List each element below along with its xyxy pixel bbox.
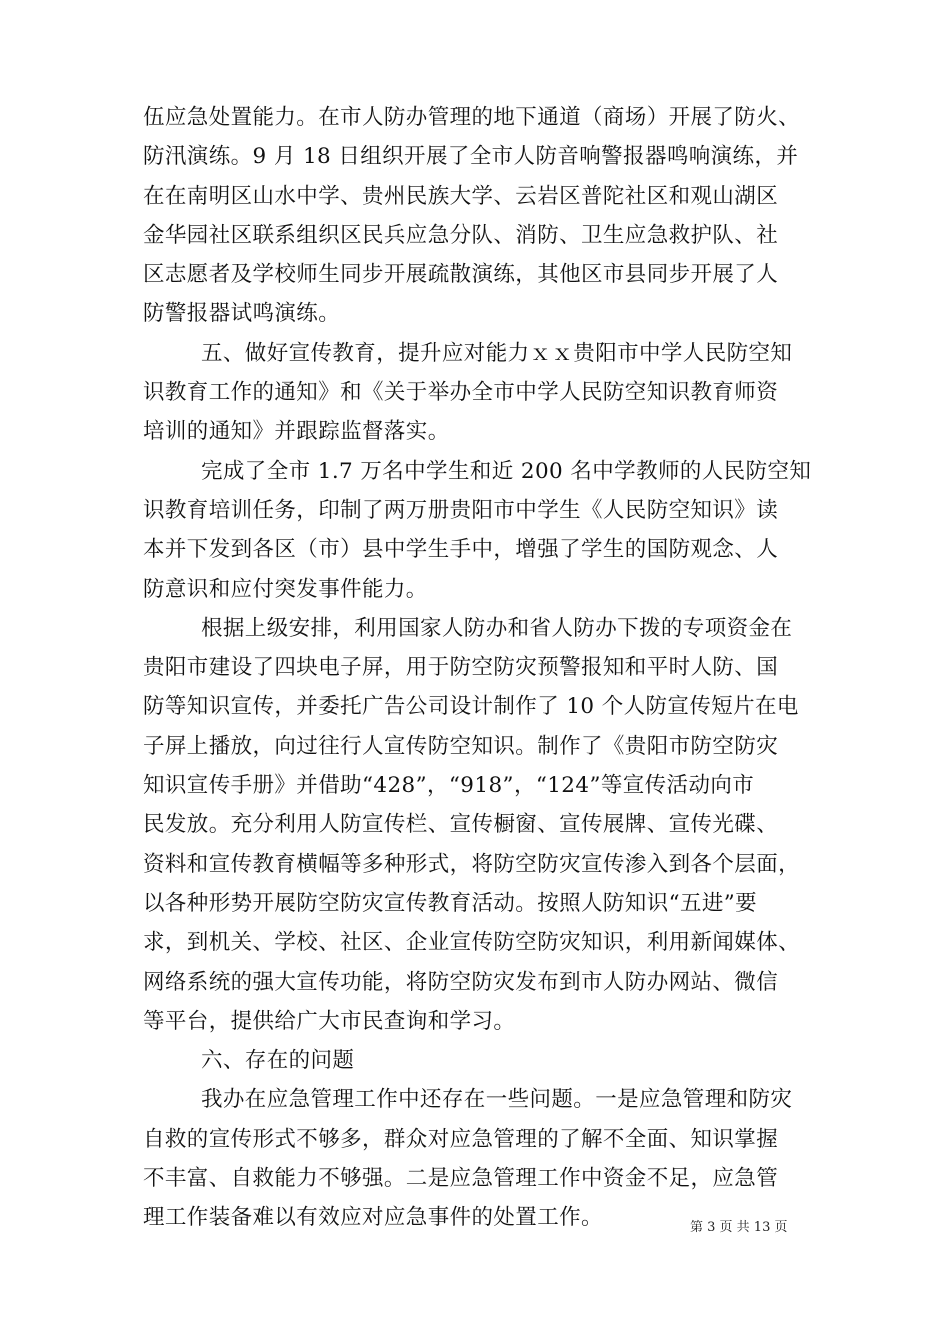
text-line: 防警报器试鸣演练。 — [143, 301, 341, 327]
text-line: 知识宣传手册》并借助“428”，“918”，“124”等宣传活动向市 — [143, 773, 755, 799]
text-line: 培训的通知》并跟踪监督落实。 — [143, 419, 450, 445]
text-line: 网络系统的强大宣传功能，将防空防灾发布到市人防办网站、微信 — [143, 969, 779, 995]
text-line: 伍应急处置能力。在市人防办管理的地下通道（商场）开展了防火、 — [143, 105, 801, 130]
text-line: 防等知识宣传，并委托广告公司设计制作了 10 个人防宣传短片在电 — [143, 694, 799, 720]
paragraph-start: 根据上级安排，利用国家人防办和省人防办下拨的专项资金在 — [201, 615, 793, 641]
text-line: 自救的宣传形式不够多，群众对应急管理的了解不全面、知识掌握 — [143, 1126, 779, 1152]
text-line: 区志愿者及学校师生同步开展疏散演练，其他区市县同步开展了人 — [143, 262, 779, 288]
text-line: 在在南明区山水中学、贵州民族大学、云岩区普陀社区和观山湖区 — [143, 183, 779, 209]
page-number: 第 3 页 共 13 页 — [690, 1220, 788, 1235]
text-line: 防意识和应付突发事件能力。 — [143, 576, 428, 602]
text-line: 资料和宣传教育横幅等多种形式，将防空防灾宣传渗入到各个层面， — [143, 851, 801, 877]
body-text — [143, 98, 811, 1238]
text-line: 求，到机关、学校、社区、企业宣传防空防灾知识，利用新闻媒体、 — [143, 930, 801, 956]
paragraph-start: 我办在应急管理工作中还存在一些问题。一是应急管理和防灾 — [201, 1087, 793, 1113]
section-heading: 五、做好宣传教育，提升应对能力ｘｘ贵阳市中学人民防空知 — [201, 340, 793, 366]
text-line: 不丰富、自救能力不够强。二是应急管理工作中资金不足，应急管 — [143, 1166, 779, 1192]
section-heading: 六、存在的问题 — [201, 1048, 355, 1074]
text-line: 子屏上播放，向过往行人宣传防空知识。制作了《贵阳市防空防灾 — [143, 733, 779, 759]
text-line: 以各种形势开展防空防灾宣传教育活动。按照人防知识“五进”要 — [143, 890, 758, 916]
text-line: 等平台，提供给广大市民查询和学习。 — [143, 1008, 516, 1034]
text-line: 防汛演练。9 月 18 日组织开展了全市人防音响警报器鸣响演练，并 — [143, 144, 799, 170]
text-line: 贵阳市建设了四块电子屏，用于防空防灾预警报知和平时人防、国 — [143, 655, 779, 681]
paragraph-start: 完成了全市 1.7 万名中学生和近 200 名中学教师的人民防空知 — [201, 458, 811, 484]
text-line: 理工作装备难以有效应对应急事件的处置工作。 — [143, 1205, 603, 1231]
text-line: 本并下发到各区（市）县中学生手中，增强了学生的国防观念、人 — [143, 537, 779, 563]
text-line: 识教育工作的通知》和《关于举办全市中学人民防空知识教育师资 — [143, 380, 779, 406]
text-line: 识教育培训任务，印制了两万册贵阳市中学生《人民防空知识》读 — [143, 497, 779, 523]
text-line: 金华园社区联系组织区民兵应急分队、消防、卫生应急救护队、社 — [143, 222, 779, 248]
text-line: 民发放。充分利用人防宣传栏、宣传橱窗、宣传展牌、宣传光碟、 — [143, 812, 779, 838]
